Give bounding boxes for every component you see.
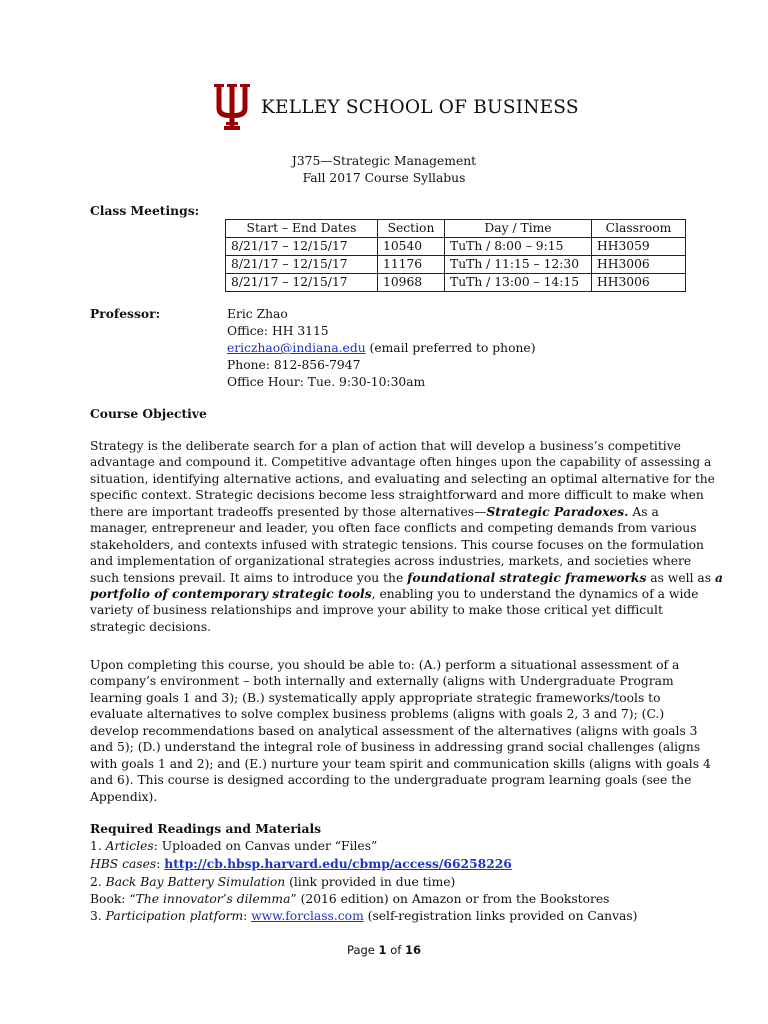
course-title: J375—Strategic Management [291, 154, 477, 168]
text-line: with goals 1 and 2); and (E.) nurture your team spirit and communication skills (aligns with goals 4 [90, 756, 711, 771]
text-line: stakeholders, and contexts infused with strategic tensions. This course focuses on the formulation [90, 537, 704, 552]
item-text: : Uploaded on Canvas under “Files” [153, 839, 378, 853]
professor-label: Professor: [90, 306, 161, 321]
column-header: Day / Time [445, 220, 592, 238]
text-run: As a [628, 504, 659, 519]
footer-text: Page [347, 943, 379, 957]
school-name: KELLEY SCHOOL OF BUSINESS [261, 96, 579, 118]
footer-text: of [386, 943, 405, 957]
column-header: Section [378, 220, 445, 238]
text-line: strategic decisions. [90, 619, 212, 634]
text-line: develop recommendations based on analytical assessment of the alternatives (aligns with goals 3 [90, 723, 698, 738]
text-line: and 5); (D.) understand the integral role of business in addressing grand social challenges (aligns [90, 740, 701, 755]
table-cell: 10968 [378, 274, 445, 292]
text-line: Upon completing this course, you should be able to: (A.) perform a situational assessment of a [90, 658, 680, 672]
item-text: (link provided in due time) [285, 874, 456, 889]
text-line: variety of business relationships and improve your ability to make those critical yet difficult [90, 603, 663, 618]
professor-info [227, 306, 536, 391]
table-cell: HH3006 [592, 256, 686, 274]
table-row [226, 256, 686, 274]
professor-office-hour: Office Hour: Tue. 9:30-10:30am [227, 375, 426, 389]
text-line [90, 504, 690, 520]
objective-paragraph-1 [90, 438, 723, 635]
text-line: advantage and compound it. Competitive advantage often hinges upon the capability of assessing a [90, 455, 712, 470]
table-cell: TuTh / 11:15 – 12:30 [445, 256, 592, 274]
item-label: HBS cases [90, 857, 157, 872]
professor-office: Office: HH 3115 [227, 324, 329, 338]
text-line: company’s environment – both internally and externally (aligns with Undergraduate Program [90, 674, 674, 689]
course-term: Fall 2017 Course Syllabus [302, 171, 466, 185]
text-line: learning goals 1 and 3); (B.) systematically apply appropriate strategic frameworks/tools to [90, 690, 661, 705]
reading-item-platform [90, 908, 730, 925]
text-line [90, 585, 699, 602]
table-cell: HH3006 [592, 274, 686, 292]
reading-item-simulation [90, 874, 730, 891]
reading-item-hbs-cases [90, 855, 730, 873]
table-cell: 8/21/17 – 12/15/17 [226, 256, 378, 274]
item-text: : [156, 857, 165, 872]
text-run: , enabling you to understand the dynamics of a wide [371, 586, 699, 601]
item-label: Participation platform [105, 909, 244, 924]
column-header: Start – End Dates [226, 220, 378, 238]
emphasis-a: a [714, 569, 723, 585]
item-text: Book: “ [90, 891, 136, 906]
table-cell: HH3059 [592, 238, 686, 256]
class-schedule-table [225, 219, 686, 292]
text-line: Appendix). [90, 789, 158, 804]
table-cell: 8/21/17 – 12/15/17 [226, 238, 378, 256]
professor-phone: Phone: 812-856-7947 [227, 358, 361, 372]
professor-email-link[interactable]: ericzhao@indiana.edu [227, 341, 366, 355]
emphasis-tools: portfolio of contemporary strategic tools [90, 585, 372, 601]
readings-list [90, 838, 730, 925]
table-cell: 8/21/17 – 12/15/17 [226, 274, 378, 292]
emphasis-strategic-paradoxes: Strategic Paradoxes. [486, 503, 629, 519]
item-text: ” (2016 edition) on Amazon or from the Bookstores [290, 891, 610, 906]
item-number: 2. [90, 874, 106, 889]
table-cell: 10540 [378, 238, 445, 256]
reading-item-book [90, 891, 730, 908]
header [214, 84, 579, 130]
item-number: 3. [90, 909, 106, 924]
text-line: specific context. Strategic decisions become less straightforward and more difficult to make when [90, 488, 704, 503]
text-line [90, 569, 723, 586]
text-run: there are important tradeoffs presented by those alternatives— [90, 504, 487, 519]
table-header-row [226, 220, 686, 238]
text-line: situation, identifying alternative actions, and evaluating and selecting an optimal alternative for the [90, 471, 715, 486]
item-label: Articles [105, 839, 154, 853]
table-row [226, 274, 686, 292]
text-line: Strategy is the deliberate search for a plan of action that will develop a business’s competitive [90, 439, 681, 453]
item-text: (self-registration links provided on Canvas) [363, 909, 638, 924]
text-line: manager, entrepreneur and leader, you often face conflicts and competing demands from various [90, 521, 697, 536]
emphasis-frameworks: foundational strategic frameworks [407, 569, 647, 585]
reading-item-articles [90, 838, 730, 855]
current-page: 1 [378, 943, 387, 957]
course-title-block [0, 153, 768, 187]
total-pages: 16 [404, 943, 421, 957]
text-line: and implementation of organizational strategies across industries, markets, and societies where [90, 554, 692, 569]
text-run: as well as [646, 570, 715, 585]
forclass-link[interactable]: www.forclass.com [251, 909, 364, 924]
book-title: The innovator’s dilemma [135, 891, 291, 906]
item-number: 1. [90, 839, 106, 853]
text-run: such tensions prevail. It aims to introduce you the [90, 570, 408, 585]
iu-trident-logo-icon [214, 84, 250, 130]
table-cell: 11176 [378, 256, 445, 274]
table-cell: TuTh / 8:00 – 9:15 [445, 238, 592, 256]
text-line: and 6). This course is designed according to the undergraduate program learning goals (see the [90, 773, 692, 788]
readings-heading: Required Readings and Materials [90, 821, 322, 836]
page-number-footer [0, 943, 768, 957]
professor-name: Eric Zhao [227, 307, 288, 321]
objective-paragraph-2 [90, 657, 711, 805]
email-note: (email preferred to phone) [365, 341, 536, 355]
course-objective-heading: Course Objective [90, 406, 207, 421]
table-row [226, 238, 686, 256]
item-text: : [243, 909, 252, 924]
column-header: Classroom [592, 220, 686, 238]
table-cell: TuTh / 13:00 – 14:15 [445, 274, 592, 292]
hbs-cases-link[interactable]: http://cb.hbsp.harvard.edu/cbmp/access/66258226 [164, 856, 512, 872]
text-line: evaluate alternatives to solve complex business problems (aligns with goals 2, 3 and 7); (C.) [90, 707, 665, 722]
professor-email-line [227, 340, 536, 357]
item-label: Back Bay Battery Simulation [105, 874, 286, 889]
class-meetings-label: Class Meetings: [90, 203, 200, 218]
